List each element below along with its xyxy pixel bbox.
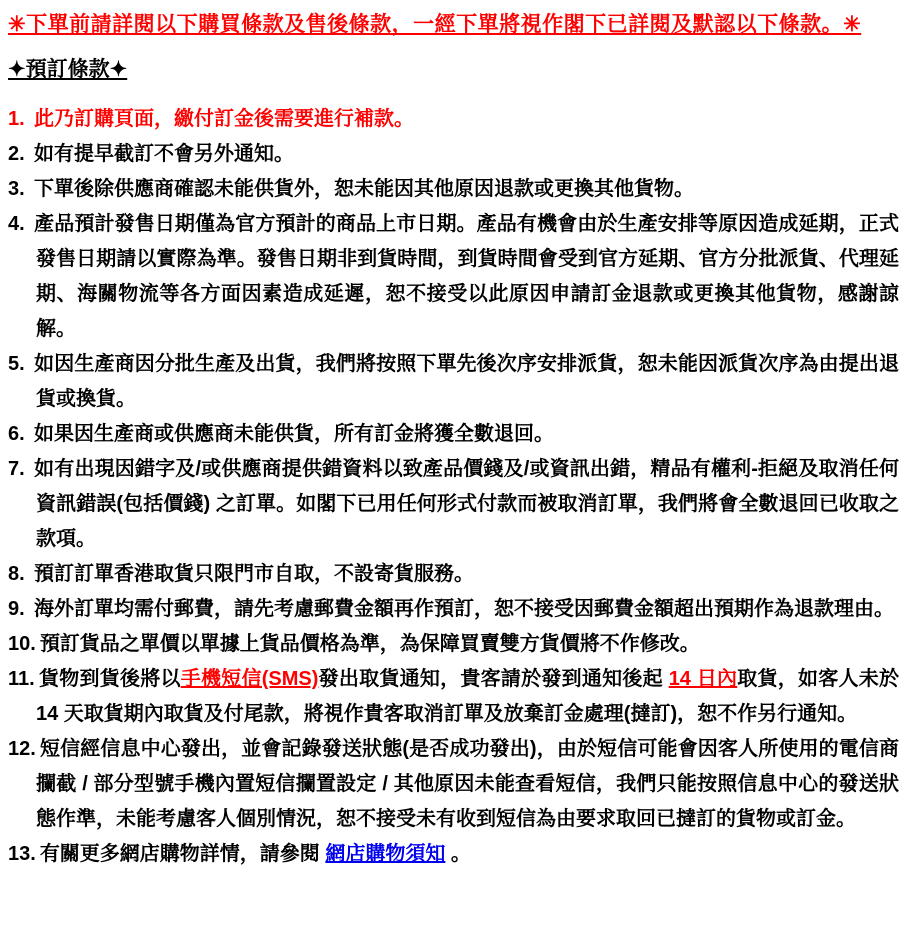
term-number: 8. [8, 563, 25, 585]
term-item-5 [8, 347, 899, 417]
term-item-6 [8, 417, 899, 452]
term-text: 如有提早截訂不會另外通知。 [34, 143, 294, 165]
term-text: 如有出現因錯字及/或供應商提供錯資料以致產品價錢及/或資訊出錯，精品有權利-拒絕及取消任何資訊錯誤(包括價錢) 之訂單。如閣下已用任何形式付款而被取消訂單，我們將會全數退回已收取之款項。 [34, 458, 899, 550]
term-text: 貨物到貨後將以 [38, 668, 181, 690]
term-number: 5. [8, 353, 25, 375]
term-item-3 [8, 172, 899, 207]
term-number: 1. [8, 108, 25, 130]
term-item-10 [8, 627, 899, 662]
term-number: 13. [8, 843, 36, 865]
term-item-4 [8, 207, 899, 347]
term-item-2 [8, 137, 899, 172]
term-text: 發出取貨通知，貴客請於發到通知後起 [318, 668, 669, 690]
preorder-terms-heading: ✦預訂條款✦ [8, 58, 128, 81]
term-item-1 [8, 102, 899, 137]
term-item-13 [8, 837, 899, 872]
term-text: 取貨，如客人未於 14 天取貨期內取貨及付尾款，將視作貴客取消訂單及放棄訂金處理(撻訂)，恕不作另行通知。 [36, 668, 899, 725]
term-text: 預訂訂單香港取貨只限門市自取，不設寄貨服務。 [34, 563, 474, 585]
term-number: 7. [8, 458, 25, 480]
term-number: 3. [8, 178, 25, 200]
term-item-7 [8, 452, 899, 557]
term-item-9 [8, 592, 899, 627]
term-text: 產品預計發售日期僅為官方預計的商品上市日期。產品有機會由於生產安排等原因造成延期，正式發售日期請以實際為準。發售日期非到貨時間，到貨時間會受到官方延期、官方分批派貨、代理延期、海關物流等各方面因素造成延遲，恕不接受以此原因申請訂金退款或更換其他貨物，感謝諒解。 [34, 213, 899, 340]
term-number: 11. [8, 668, 35, 690]
term-text: 海外訂單均需付郵費，請先考慮郵費金額再作預訂，恕不接受因郵費金額超出預期作為退款理由。 [34, 598, 894, 620]
term-item-8 [8, 557, 899, 592]
term-number: 12. [8, 738, 36, 760]
term-item-12 [8, 732, 899, 837]
terms-list [8, 102, 899, 872]
shop-guide-link[interactable]: 網店購物須知 [325, 843, 446, 865]
term-text: 下單後除供應商確認未能供貨外，恕未能因其他原因退款或更換其他貨物。 [34, 178, 694, 200]
term-text: 如果因生產商或供應商未能供貨，所有訂金將獲全數退回。 [34, 423, 554, 445]
term-number: 10. [8, 633, 36, 655]
term-number: 4. [8, 213, 25, 235]
term-text: 如因生產商因分批生產及出貨，我們將按照下單先後次序安排派貨，恕未能因派貨次序為由提出退貨或換貨。 [34, 353, 899, 410]
purchase-notice-heading: ✳下單前請詳閱以下購買條款及售後條款，一經下單將視作閣下已詳閱及默認以下條款。✳ [8, 13, 862, 36]
term-item-11 [8, 662, 899, 732]
term-number: 2. [8, 143, 25, 165]
highlighted-term-text: 14 日內 [668, 668, 738, 690]
term-text: 短信經信息中心發出，並會記錄發送狀態(是否成功發出)，由於短信可能會因客人所使用的電信商攔截 / 部分型號手機內置短信攔置設定 / 其他原因未能查看短信，我們只能按照信息中心的發送狀態作準，未能考慮客人個別情況，恕不接受未有收到短信為由要求取回已撻訂的貨物或訂金。 [36, 738, 899, 830]
term-number: 6. [8, 423, 25, 445]
term-text: 預訂貨品之單價以單據上貨品價格為準，為保障買賣雙方貨價將不作修改。 [39, 633, 700, 655]
term-number: 9. [8, 598, 25, 620]
highlighted-term-text: 手機短信(SMS) [180, 668, 319, 690]
term-text: 此乃訂購頁面，繳付訂金後需要進行補款。 [34, 108, 414, 130]
term-text: 有關更多網店購物詳情，請參閱 [39, 843, 326, 865]
term-text: 。 [445, 843, 471, 865]
